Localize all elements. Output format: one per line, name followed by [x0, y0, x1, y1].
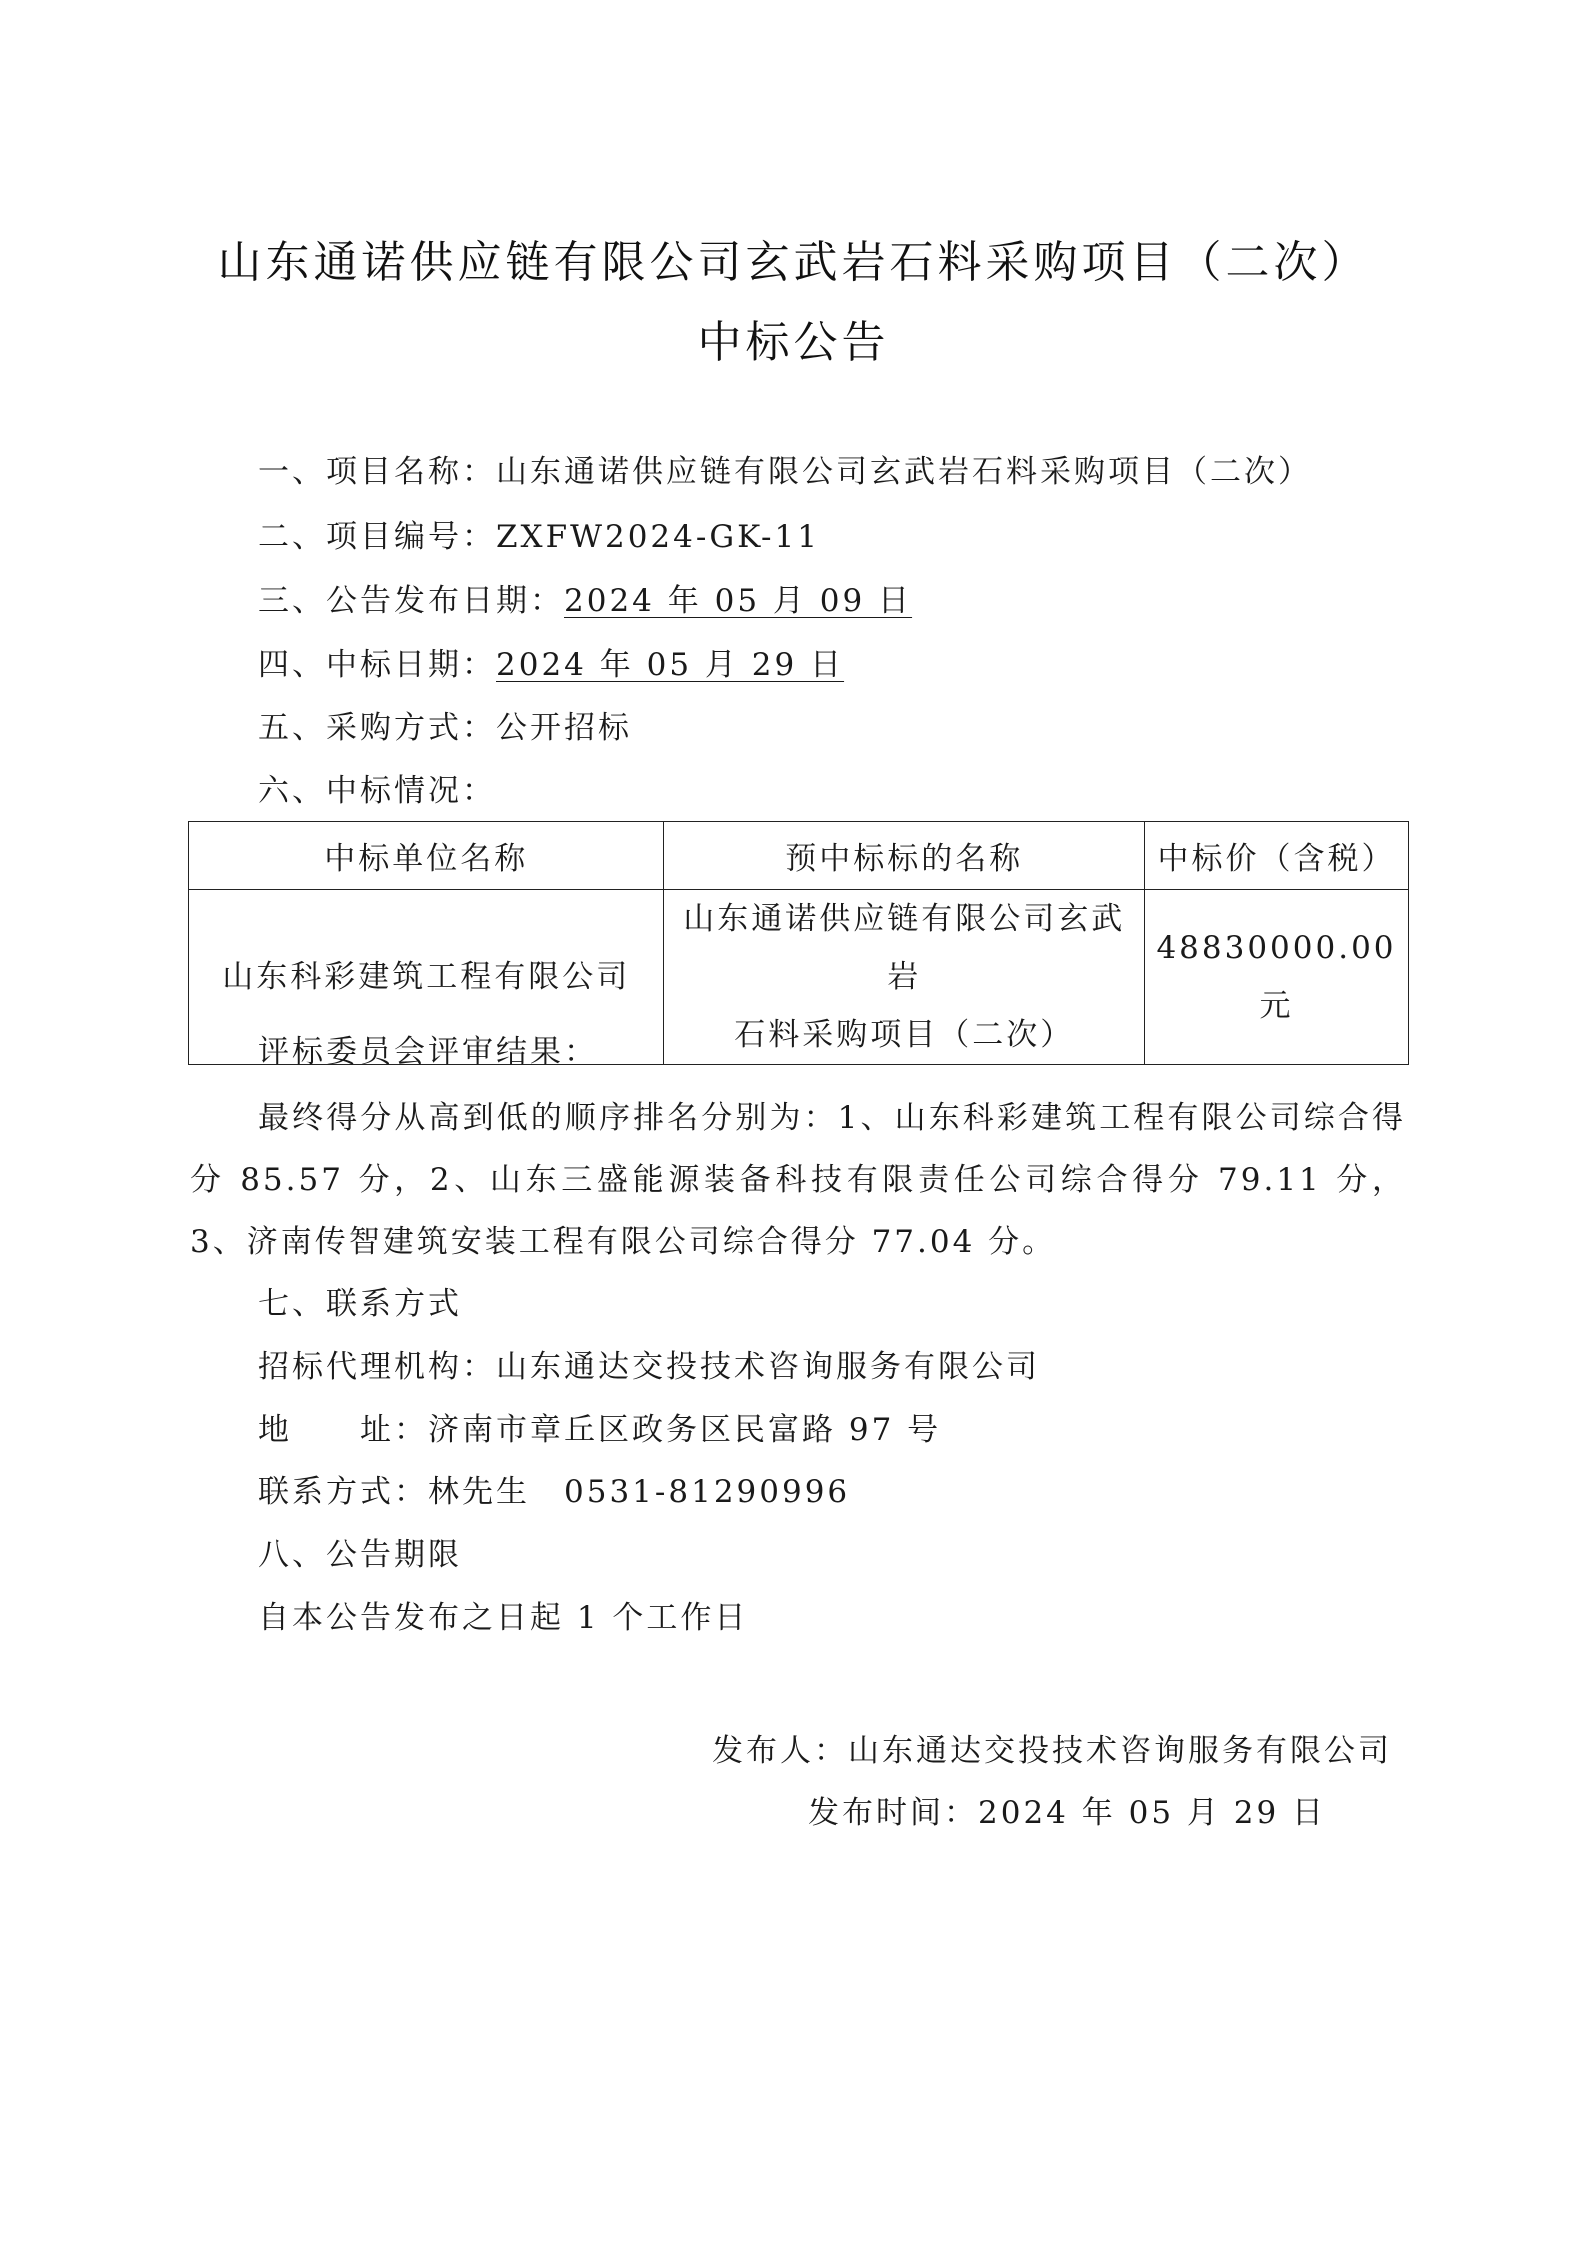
header-company: 中标单位名称: [189, 822, 664, 890]
project-number-label: 二、项目编号：: [258, 519, 496, 555]
review-heading: 评标委员会评审结果：: [258, 1034, 598, 1070]
agency-line: [258, 1347, 1040, 1387]
phone-label: 联系方式：: [258, 1474, 428, 1510]
winner-table: [188, 821, 1409, 1065]
award-date-line: [258, 645, 844, 685]
project-name-value: 山东通诺供应链有限公司玄武岩石料采购项目（二次）: [496, 454, 1312, 490]
cell-item-line1: 山东通诺供应链有限公司玄武岩: [683, 901, 1126, 995]
award-date-label: 四、中标日期：: [258, 647, 496, 683]
header-item: 预中标标的名称: [664, 822, 1145, 890]
method-label: 五、采购方式：: [258, 710, 496, 746]
document-title: 山东通诺供应链有限公司玄武岩石料采购项目（二次）: [217, 237, 1370, 288]
agency-label: 招标代理机构：: [258, 1349, 496, 1385]
cell-item: [664, 890, 1145, 1065]
result-heading: 六、中标情况：: [258, 773, 496, 809]
publish-date-label: 三、公告发布日期：: [258, 583, 564, 619]
project-name-line: [258, 452, 1312, 492]
project-name-label: 一、项目名称：: [258, 454, 496, 490]
address-line: [258, 1410, 941, 1450]
cell-price: 48830000.00 元: [1144, 890, 1408, 1065]
project-number-line: [258, 517, 820, 557]
document-subtitle: 中标公告: [697, 317, 890, 368]
publish-time-signature: 发布时间：2024 年 05 月 29 日: [808, 1795, 1327, 1831]
project-number-value: ZXFW2024-GK-11: [496, 519, 820, 555]
publish-date-value: 2024 年 05 月 09 日: [564, 583, 913, 619]
phone-line: [258, 1472, 850, 1512]
review-paragraph: 最终得分从高到低的顺序排名分别为：1、山东科彩建筑工程有限公司综合得分 85.57 分，2、山东三盛能源装备科技有限责任公司综合得分 79.11 分，3、济南传智建筑安装工程有限公司综合得分 77.04 分。: [190, 1100, 1406, 1260]
method-line: [258, 708, 632, 748]
publish-date-line: [258, 581, 912, 621]
address-label: 地 址：: [258, 1412, 428, 1448]
address-value: 济南市章丘区政务区民富路 97 号: [428, 1412, 942, 1448]
table-header-row: [189, 822, 1409, 890]
cell-item-line2: 石料采购项目（二次）: [734, 1017, 1075, 1053]
header-price: 中标价（含税）: [1144, 822, 1408, 890]
award-date-value: 2024 年 05 月 29 日: [496, 647, 845, 683]
agency-value: 山东通达交投技术咨询服务有限公司: [496, 1349, 1040, 1385]
phone-value: 林先生 0531-81290996: [428, 1474, 851, 1510]
period-text: 自本公告发布之日起 1 个工作日: [258, 1600, 749, 1636]
contact-heading: 七、联系方式: [258, 1286, 462, 1322]
method-value: 公开招标: [496, 710, 632, 746]
period-heading: 八、公告期限: [258, 1537, 462, 1573]
publisher-signature: 发布人：山东通达交投技术咨询服务有限公司: [712, 1733, 1392, 1769]
cell-company: 山东科彩建筑工程有限公司: [189, 890, 664, 1065]
